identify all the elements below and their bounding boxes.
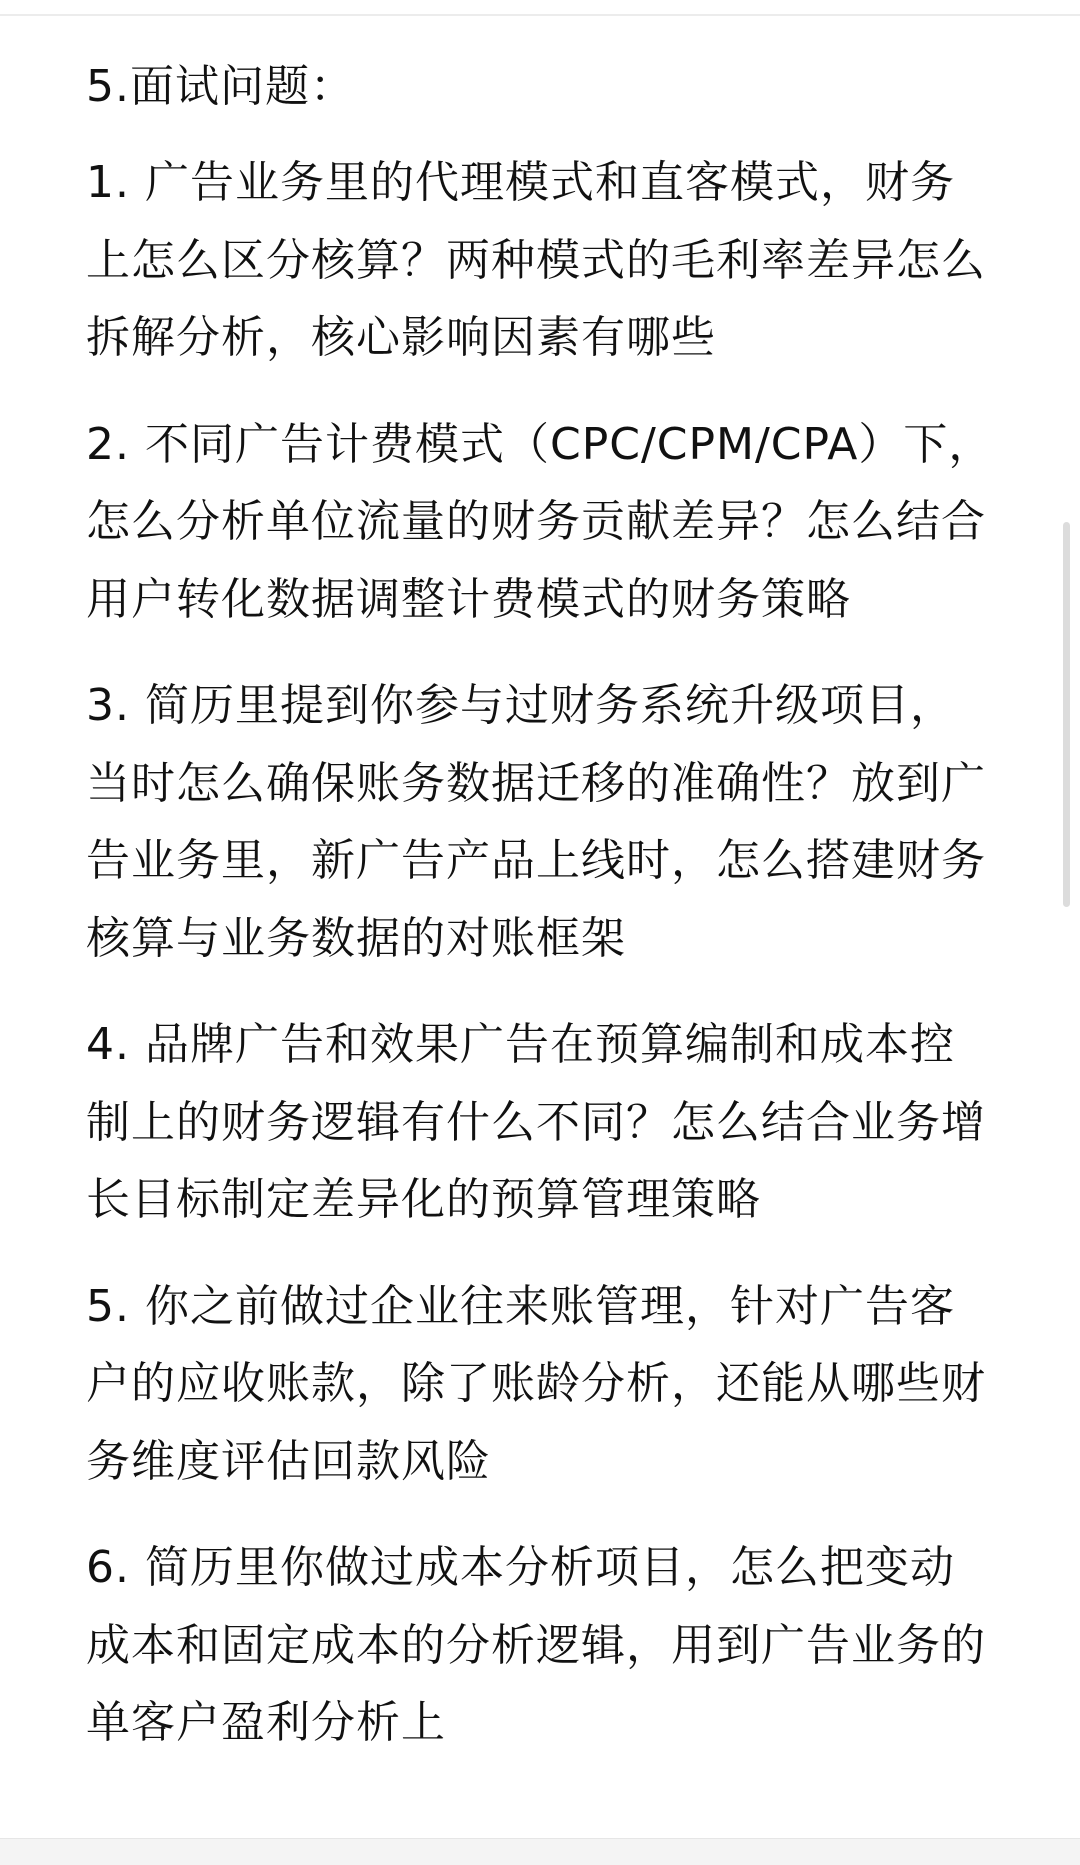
question-item-4: 4. 品牌广告和效果广告在预算编制和成本控制上的财务逻辑有什么不同？怎么结合业务增长目标制定差异化的预算管理策略 bbox=[86, 1019, 986, 1225]
section-heading: 5.面试问题： bbox=[86, 61, 355, 112]
question-item-5: 5. 你之前做过企业往来账管理，针对广告客户的应收账款，除了账龄分析，还能从哪些财务维度评估回款风险 bbox=[86, 1280, 986, 1487]
top-divider bbox=[0, 14, 1080, 16]
scrollbar-thumb[interactable] bbox=[1063, 522, 1070, 907]
bottom-bar bbox=[0, 1838, 1080, 1865]
article-content bbox=[86, 50, 996, 1791]
question-item-3: 3. 简历里提到你参与过财务系统升级项目，当时怎么确保账务数据迁移的准确性？放到广告业务里，新广告产品上线时，怎么搭建财务核算与业务数据的对账框架 bbox=[86, 680, 986, 964]
question-item-6: 6. 简历里你做过成本分析项目，怎么把变动成本和固定成本的分析逻辑，用到广告业务的单客户盈利分析上 bbox=[86, 1542, 986, 1748]
question-item-2: 2. 不同广告计费模式（CPC/CPM/CPA）下，怎么分析单位流量的财务贡献差异？怎么结合用户转化数据调整计费模式的财务策略 bbox=[86, 418, 994, 625]
question-item-1: 1. 广告业务里的代理模式和直客模式，财务上怎么区分核算？两种模式的毛利率差异怎么拆解分析，核心影响因素有哪些 bbox=[86, 157, 986, 363]
